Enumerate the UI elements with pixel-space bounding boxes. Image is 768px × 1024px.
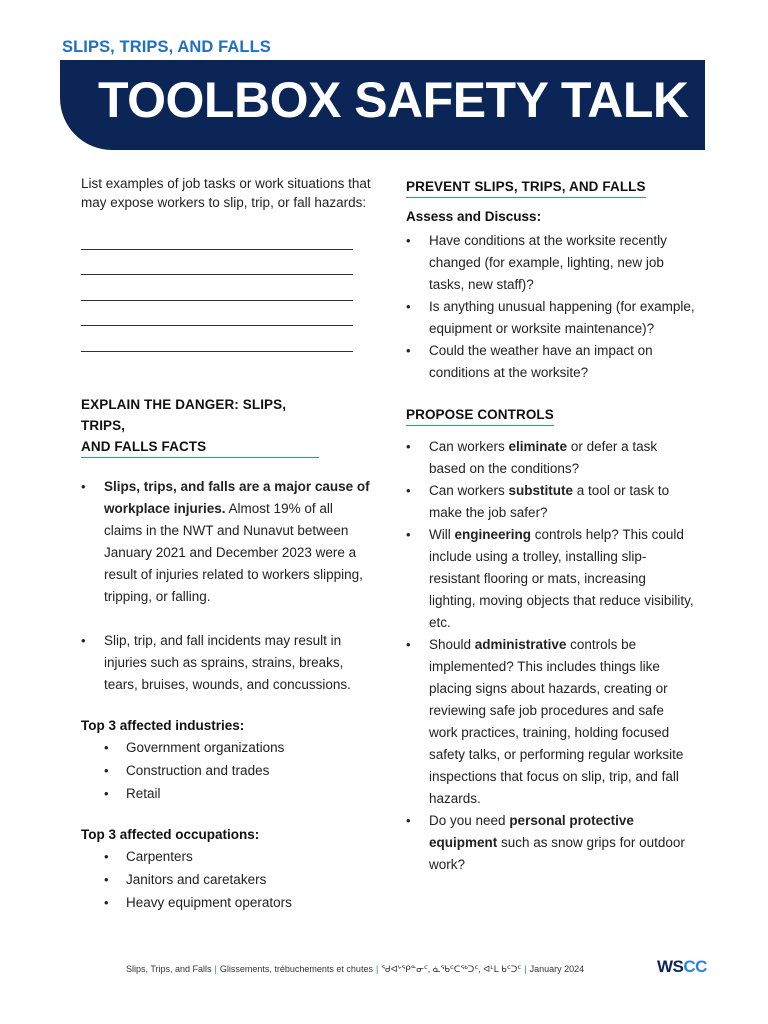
occupation-name: Carpenters bbox=[126, 848, 193, 864]
list-item bbox=[406, 340, 696, 384]
wscc-logo bbox=[657, 957, 707, 977]
control-keyword: substitute bbox=[508, 483, 574, 498]
occupations-heading: Top 3 affected occupations: bbox=[81, 826, 260, 842]
footer-separator: | bbox=[375, 964, 379, 974]
danger-heading bbox=[81, 394, 321, 458]
footer-title-en: Slips, Trips, and Falls bbox=[126, 964, 212, 974]
fact-text: Slip, trip, and fall incidents may result in injuries such as sprains, strains, breaks, tears, bruises, wounds, and concussions. bbox=[104, 632, 351, 692]
bullet-icon: • bbox=[406, 637, 411, 652]
bullet-icon: • bbox=[81, 478, 86, 494]
title-banner bbox=[60, 60, 705, 150]
list-item bbox=[406, 296, 696, 340]
danger-facts-list bbox=[81, 476, 371, 696]
bullet-icon: • bbox=[104, 894, 109, 910]
controls-heading: PROPOSE CONTROLS bbox=[406, 404, 554, 426]
page-kicker: SLIPS, TRIPS, AND FALLS bbox=[62, 38, 271, 56]
industry-name: Construction and trades bbox=[126, 762, 270, 778]
list-item bbox=[81, 891, 371, 914]
bullet-icon: • bbox=[406, 233, 411, 248]
fact-bold: Slips, trips, and falls are a major cause of workplace injuries. bbox=[104, 478, 370, 516]
prevent-heading: PREVENT SLIPS, TRIPS, AND FALLS bbox=[406, 176, 646, 198]
bullet-icon: • bbox=[81, 632, 86, 648]
industries-list bbox=[81, 736, 371, 805]
list-item bbox=[406, 480, 696, 524]
list-item bbox=[81, 759, 371, 782]
control-text: controls be implemented? This includes things like placing signs about hazards, creating or reviewing safe job procedures and safe work practices, training, holding focused safety talks, or performing regular worksite inspections that focus on slip, trip, and fall hazards. bbox=[429, 637, 684, 806]
answer-line bbox=[81, 275, 353, 301]
assess-text: Is anything unusual happening (for example, equipment or worksite maintenance)? bbox=[429, 299, 695, 336]
assess-text: Have conditions at the worksite recently changed (for example, lighting, new job tasks, new staff)? bbox=[429, 233, 667, 292]
logo-cc: CC bbox=[683, 957, 707, 976]
industry-name: Government organizations bbox=[126, 739, 285, 755]
control-text: Do you need bbox=[429, 813, 510, 828]
bullet-icon: • bbox=[104, 848, 109, 864]
occupation-name: Janitors and caretakers bbox=[126, 871, 267, 887]
list-item bbox=[81, 736, 371, 759]
bullet-icon: • bbox=[406, 439, 411, 454]
right-column bbox=[406, 176, 696, 876]
bullet-icon: • bbox=[104, 739, 109, 755]
list-item bbox=[406, 436, 696, 480]
control-text: Can workers bbox=[429, 483, 509, 498]
control-keyword: personal protective equipment bbox=[429, 813, 634, 850]
bullet-icon: • bbox=[406, 483, 411, 498]
answer-lines bbox=[81, 224, 371, 352]
control-text: Should bbox=[429, 637, 475, 652]
control-keyword: engineering bbox=[454, 527, 532, 542]
danger-heading-line2: AND FALLS FACTS bbox=[81, 436, 319, 458]
list-item bbox=[81, 845, 371, 868]
control-text: Can workers bbox=[429, 439, 509, 454]
control-keyword: administrative bbox=[474, 637, 567, 652]
list-item bbox=[81, 630, 371, 696]
assess-heading: Assess and Discuss: bbox=[406, 209, 542, 224]
bullet-icon: • bbox=[104, 785, 109, 801]
list-item bbox=[406, 524, 696, 634]
left-column bbox=[81, 174, 371, 914]
logo-ws: WS bbox=[657, 957, 684, 976]
industry-name: Retail bbox=[126, 785, 161, 801]
control-text: such as snow grips for outdoor work? bbox=[429, 835, 685, 872]
page-title: TOOLBOX SAFETY TALK bbox=[98, 72, 689, 128]
bullet-icon: • bbox=[406, 527, 411, 542]
list-item bbox=[406, 634, 696, 810]
assess-list bbox=[406, 230, 696, 384]
footer-date: January 2024 bbox=[529, 964, 585, 974]
list-item bbox=[406, 810, 696, 876]
intro-prompt: List examples of job tasks or work situations that may expose workers to slip, trip, or fall hazards: bbox=[81, 176, 371, 210]
answer-line bbox=[81, 224, 353, 250]
control-keyword: eliminate bbox=[508, 439, 568, 454]
occupation-name: Heavy equipment operators bbox=[126, 894, 292, 910]
list-item bbox=[81, 868, 371, 891]
footer-title-fr: Glissements, trébuchements et chutes bbox=[219, 964, 373, 974]
controls-list bbox=[406, 436, 696, 876]
assess-text: Could the weather have an impact on conditions at the worksite? bbox=[429, 343, 653, 380]
bullet-icon: • bbox=[406, 343, 411, 358]
answer-line bbox=[81, 301, 353, 327]
answer-line bbox=[81, 250, 353, 276]
footer-separator: | bbox=[214, 964, 217, 974]
control-text: controls help? This could include using a trolley, installing slip-resistant flooring or mats, increasing lighting, moving objects that reduce visibility, etc. bbox=[429, 527, 694, 630]
fact-text: Almost 19% of all claims in the NWT and Nunavut between January 2021 and December 2023 were a result of injuries related to workers slipping, tripping, or falling. bbox=[104, 500, 363, 604]
control-text: Will bbox=[429, 527, 455, 542]
answer-line bbox=[81, 326, 353, 352]
bullet-icon: • bbox=[104, 871, 109, 887]
list-item bbox=[81, 476, 371, 608]
bullet-icon: • bbox=[406, 299, 411, 314]
industries-heading: Top 3 affected industries: bbox=[81, 717, 245, 733]
footer-title-iu: ᖁᐊᔾᕿᓐᓂᑦ, ᓈᖃᑦᑕᖅᑐᑦ, ᐊᒻᒪ ᑲᑦᑐᑦ bbox=[381, 964, 522, 974]
control-text: or defer a task based on the conditions? bbox=[429, 439, 658, 476]
bullet-icon: • bbox=[406, 813, 411, 828]
occupations-list bbox=[81, 845, 371, 914]
footer-separator: | bbox=[524, 964, 527, 974]
bullet-icon: • bbox=[104, 762, 109, 778]
danger-heading-line1: EXPLAIN THE DANGER: SLIPS, TRIPS, bbox=[81, 396, 287, 433]
list-item bbox=[406, 230, 696, 296]
list-item bbox=[81, 782, 371, 805]
control-text: a tool or task to make the job safer? bbox=[429, 483, 670, 520]
footer bbox=[126, 964, 584, 975]
